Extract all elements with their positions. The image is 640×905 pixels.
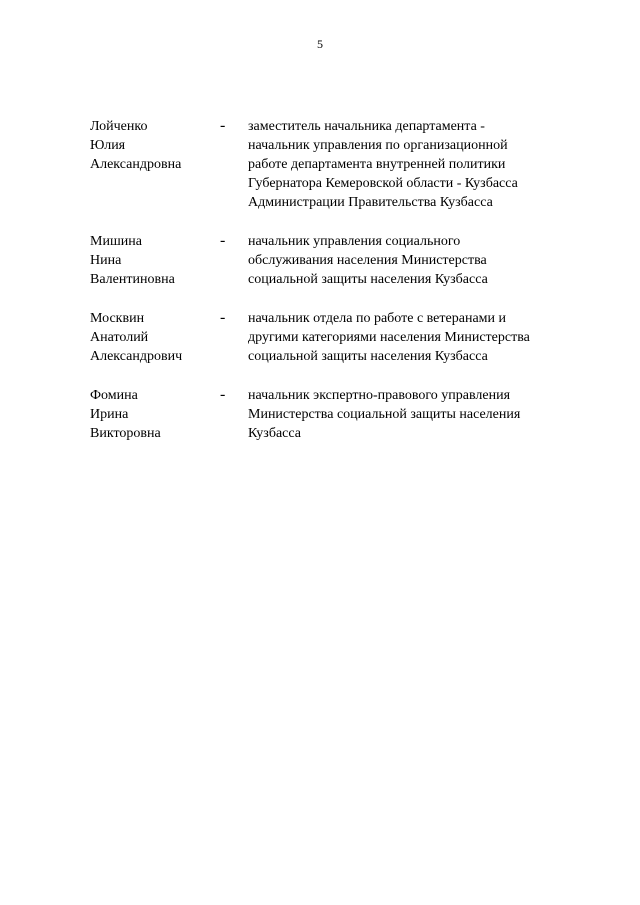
surname: Мишина [90,234,142,249]
patronymic: Викторовна [90,426,161,441]
role-line: Кузбасса [248,426,301,441]
patronymic: Александровна [90,157,182,172]
member-role [248,386,590,443]
first-name: Ирина [90,407,129,422]
patronymic: Валентиновна [90,272,175,287]
role-line: другими категориями населения Министерства [248,330,530,345]
member-name [90,309,220,366]
dash-separator: - [220,386,226,403]
surname: Лойченко [90,119,148,134]
member-role [248,232,590,289]
role-line: Администрации Правительства Кузбасса [248,195,493,210]
role-line: обслуживания населения Министерства [248,253,487,268]
dash-separator: - [220,232,226,249]
first-name: Анатолий [90,330,149,345]
role-line: Министерства социальной защиты населения [248,407,521,422]
member-entry [90,232,590,289]
role-line: социальной защиты населения Кузбасса [248,272,488,287]
member-name [90,232,220,289]
surname: Москвин [90,311,145,326]
patronymic: Александрович [90,349,183,364]
first-name: Юлия [90,138,126,153]
dash-separator: - [220,309,226,326]
role-line: работе департамента внутренней политики [248,157,506,172]
member-role [248,117,590,212]
role-line: начальник управления по организационной [248,138,508,153]
member-name [90,386,220,443]
member-name [90,117,220,212]
member-role [248,309,590,366]
role-line: начальник отдела по работе с ветеранами и [248,311,506,326]
dash-separator: - [220,117,226,134]
first-name: Нина [90,253,122,268]
members-list [90,117,590,463]
role-line: социальной защиты населения Кузбасса [248,349,488,364]
member-entry [90,386,590,443]
surname: Фомина [90,388,138,403]
page-number: 5 [317,37,323,51]
role-line: начальник управления социального [248,234,461,249]
role-line: начальник экспертно-правового управления [248,388,511,403]
member-entry [90,117,590,212]
role-line: заместитель начальника департамента - [248,119,485,134]
role-line: Губернатора Кемеровской области - Кузбасса [248,176,518,191]
member-entry [90,309,590,366]
